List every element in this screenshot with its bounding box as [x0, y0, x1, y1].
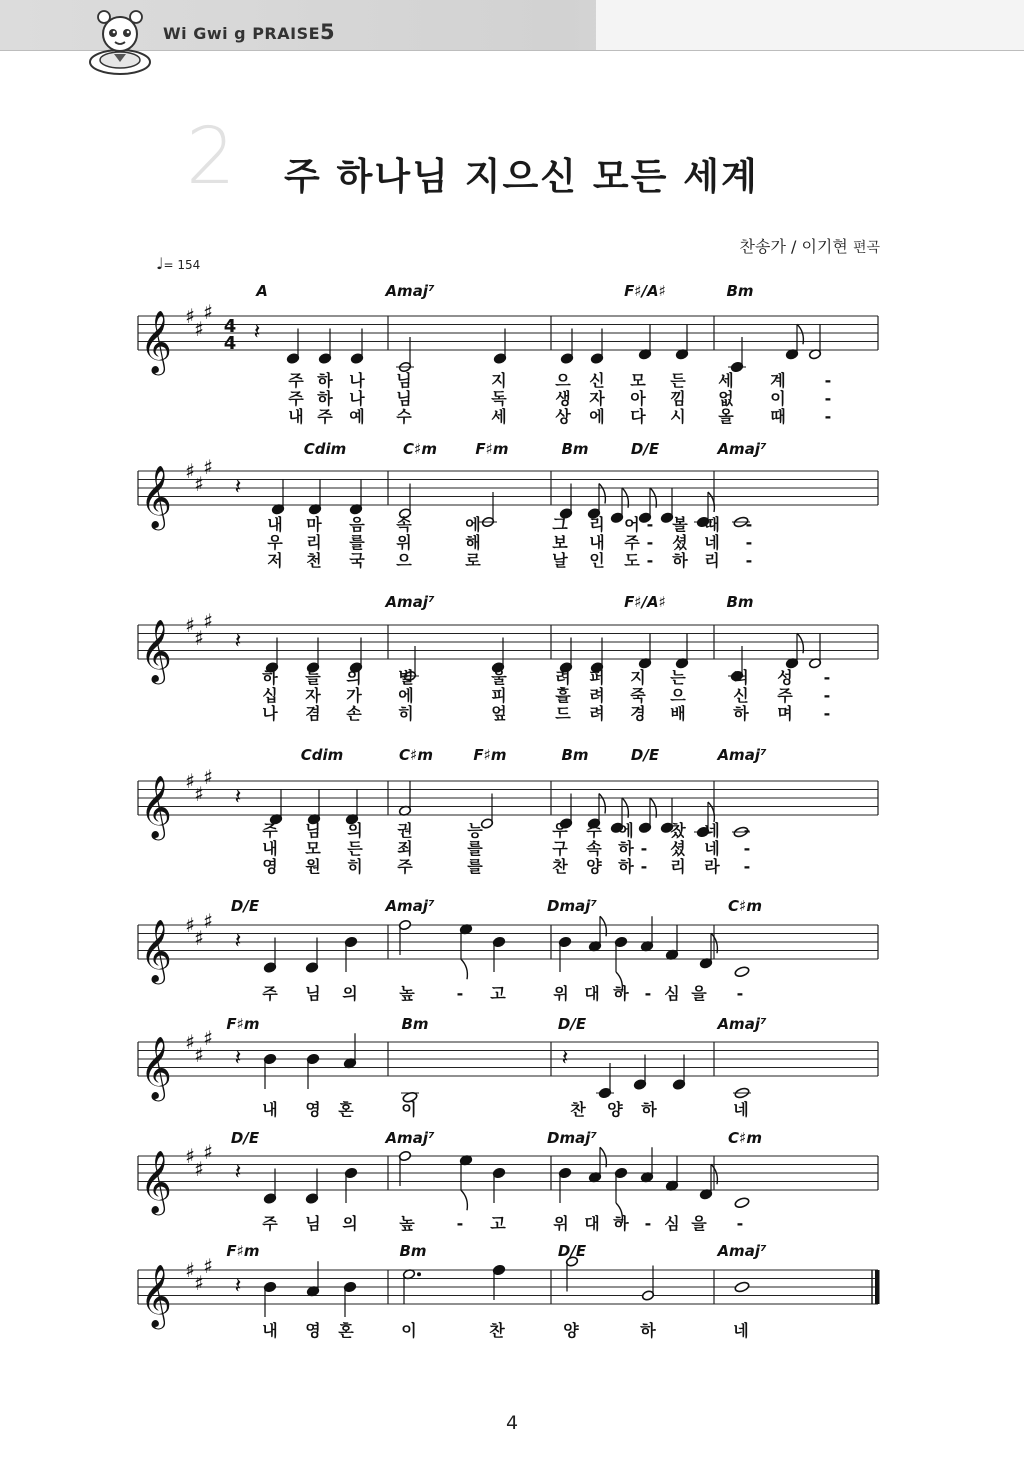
lyric-syllable: 모 — [630, 371, 646, 390]
lyric-syllable: 생 — [555, 389, 571, 408]
lyric-syllable: 그 — [552, 515, 568, 534]
lyric-syllable: 에 — [465, 515, 481, 534]
lyric-syllable: 내 — [589, 533, 605, 552]
lyric-syllable: 는 — [670, 668, 686, 687]
chord-symbol: Dmaj⁷ — [547, 897, 597, 915]
lyric-syllable: 하 — [641, 1100, 657, 1119]
lyric-syllable: 주 — [262, 1214, 278, 1233]
final-barline-thick — [875, 1270, 880, 1304]
music-system — [138, 746, 878, 876]
chord-symbol: Amaj⁷ — [385, 593, 435, 611]
lyric-syllable: - — [646, 515, 654, 534]
lyric-syllable: - — [456, 984, 464, 1003]
sharp-icon: ♯ — [194, 625, 204, 650]
lyric-syllable: 의 — [346, 668, 362, 687]
treble-clef-icon: 𝄞 — [140, 1264, 172, 1327]
lyric-syllable: 네 — [733, 1100, 749, 1119]
chord-symbol: Bm — [726, 593, 754, 611]
credit-suffix: 편곡 — [852, 240, 880, 256]
sharp-icon: ♯ — [185, 1144, 195, 1168]
chord-symbol: D/E — [630, 440, 660, 458]
lyric-syllable: 의 — [342, 1214, 358, 1233]
chord-symbol: F♯m — [473, 746, 507, 764]
chord-symbol: F♯/A♯ — [624, 593, 666, 611]
music-system — [138, 440, 878, 570]
music-system — [138, 1242, 880, 1340]
music-system — [138, 897, 878, 1003]
lyric-syllable: 음 — [349, 515, 365, 534]
brand-number: 5 — [320, 20, 336, 44]
lyric-syllable: 배 — [670, 704, 686, 723]
lyric-syllable: 고 — [490, 984, 506, 1003]
lyric-syllable: 나 — [262, 704, 278, 723]
lyric-syllable: 속 — [586, 839, 602, 858]
lyric-syllable: 대 — [584, 1214, 600, 1233]
lyric-syllable: 국 — [349, 551, 365, 570]
lyric-syllable: 십 — [262, 686, 278, 705]
lyric-syllable: 뇌 — [733, 668, 749, 687]
lyric-syllable: 주 — [624, 533, 640, 552]
lyric-syllable: 양 — [607, 1100, 623, 1119]
lyric-syllable: - — [640, 839, 648, 858]
lyric-syllable: 흘 — [555, 686, 571, 705]
chord-symbol: Amaj⁷ — [385, 897, 435, 915]
lyric-syllable: 세 — [491, 407, 507, 426]
lyric-syllable: 를 — [349, 533, 365, 552]
lyric-syllable: 우 — [552, 821, 568, 840]
lyric-syllable: 영 — [262, 857, 278, 876]
lyric-syllable: 하 — [618, 839, 634, 858]
chord-symbol: Amaj⁷ — [717, 1015, 767, 1033]
lyric-syllable: 마 — [306, 515, 322, 534]
lyric-syllable: 이 — [770, 389, 786, 408]
lyric-syllable: 양 — [586, 857, 602, 876]
sharp-icon: ♯ — [194, 471, 204, 496]
lyric-syllable: 가 — [346, 686, 362, 705]
lyric-syllable: 지 — [630, 668, 646, 687]
lyric-syllable: 든 — [347, 839, 363, 858]
note-head — [734, 966, 750, 978]
lyric-syllable: 세 — [718, 371, 734, 390]
lyric-syllable: 님 — [305, 1214, 321, 1233]
chord-symbol: Cdim — [303, 440, 347, 458]
treble-clef-icon: 𝄞 — [140, 1150, 172, 1213]
lyric-syllable: - — [644, 1214, 652, 1233]
lyric-syllable: 네 — [733, 1321, 749, 1340]
lyric-syllable: - — [736, 1214, 744, 1233]
lyric-syllable: 네 — [704, 821, 720, 840]
note-dot — [417, 1272, 421, 1276]
lyric-syllable: 찬 — [570, 1100, 586, 1119]
lyric-syllable: 죄 — [397, 839, 413, 858]
credit-main: 찬송가 / 이기현 — [739, 237, 848, 256]
lyric-syllable: 경 — [630, 704, 646, 723]
lyric-syllable: - — [745, 515, 753, 534]
lyric-syllable: - — [736, 984, 744, 1003]
sharp-icon: ♯ — [194, 1042, 204, 1067]
lyric-syllable: 영 — [305, 1321, 321, 1340]
lyric-syllable: 찼 — [670, 821, 686, 840]
lyric-syllable: 고 — [490, 1214, 506, 1233]
song-title: 주 하나님 지으신 모든 세계 — [284, 155, 759, 198]
lyric-syllable: 내 — [262, 1321, 278, 1340]
quarter-rest-icon: 𝄽 — [234, 1273, 242, 1299]
lyric-syllable: 주 — [777, 686, 793, 705]
lyric-syllable: 내 — [267, 515, 283, 534]
lyric-syllable: 성 — [777, 668, 793, 687]
lyric-syllable: - — [743, 857, 751, 876]
chord-symbol: D/E — [230, 897, 260, 915]
lyric-syllable: 능 — [467, 821, 483, 840]
lyric-syllable: 려 — [589, 686, 605, 705]
lyric-syllable: 를 — [467, 857, 483, 876]
chord-symbol: C♯m — [728, 897, 762, 915]
quarter-rest-icon: 𝄽 — [234, 928, 242, 954]
lyric-syllable: 님 — [396, 389, 412, 408]
sharp-icon: ♯ — [185, 913, 195, 937]
chord-symbol: Bm — [561, 440, 589, 458]
chord-symbol: Dmaj⁷ — [547, 1129, 597, 1147]
lyric-syllable: 독 — [491, 389, 507, 408]
lyric-syllable: 님 — [305, 821, 321, 840]
lyric-syllable: 리 — [589, 515, 605, 534]
chord-symbol: Bm — [561, 746, 589, 764]
lyric-syllable: 퍼 — [589, 668, 605, 687]
lyric-syllable: 울 — [491, 668, 507, 687]
lyric-syllable: 볼 — [672, 515, 688, 534]
lyric-syllable: 올 — [718, 407, 734, 426]
lyric-syllable: 혼 — [338, 1100, 354, 1119]
lyric-syllable: 해 — [465, 533, 481, 552]
lyric-syllable: 죽 — [630, 686, 646, 705]
lyric-syllable: 시 — [670, 407, 686, 426]
lyric-syllable: - — [743, 839, 751, 858]
time-signature-bottom: 4 — [223, 333, 237, 354]
treble-clef-icon: 𝄞 — [140, 1036, 172, 1099]
sharp-icon: ♯ — [194, 781, 204, 806]
sharp-icon: ♯ — [185, 613, 195, 637]
note-head — [734, 1281, 750, 1293]
quarter-rest-icon: 𝄽 — [234, 628, 242, 654]
sharp-icon: ♯ — [203, 908, 213, 933]
lyric-syllable: 신 — [589, 371, 605, 390]
lyric-syllable: 보 — [552, 533, 568, 552]
lyric-syllable: 드 — [555, 704, 571, 723]
lyric-syllable: 을 — [691, 984, 707, 1003]
lyric-syllable: 자 — [305, 686, 321, 705]
lyric-syllable: 늘 — [305, 668, 321, 687]
brand-text: Wi Gwi g PRAISE — [163, 24, 321, 43]
lyric-syllable: 하 — [618, 857, 634, 876]
note-flag — [461, 1190, 467, 1210]
lyric-syllable: 별 — [398, 668, 414, 687]
lyric-syllable: - — [644, 984, 652, 1003]
lyric-syllable: 높 — [399, 1214, 415, 1233]
sharp-icon: ♯ — [194, 316, 204, 341]
treble-clef-icon: 𝄞 — [140, 775, 172, 838]
lyric-syllable: - — [823, 686, 831, 705]
lyric-syllable: 리 — [704, 551, 720, 570]
lyric-syllable: 찬 — [489, 1321, 505, 1340]
sharp-icon: ♯ — [203, 1253, 213, 1278]
sharp-icon: ♯ — [185, 304, 195, 328]
lyric-syllable: 주 — [317, 407, 333, 426]
lyric-syllable: 하 — [640, 1321, 656, 1340]
chord-symbol: C♯m — [403, 440, 437, 458]
lyric-syllable: 권 — [397, 821, 413, 840]
sharp-icon: ♯ — [185, 769, 195, 793]
chord-symbol: D/E — [557, 1242, 587, 1260]
lyric-syllable: 위 — [553, 1214, 569, 1233]
lyric-syllable: - — [646, 533, 654, 552]
lyric-syllable: 으 — [670, 686, 686, 705]
lyric-syllable: - — [823, 668, 831, 687]
lyric-syllable: - — [824, 371, 832, 390]
music-system — [138, 1015, 878, 1119]
lyric-syllable: 내 — [288, 407, 304, 426]
lyric-syllable: 이 — [401, 1100, 417, 1119]
lyric-syllable: 지 — [491, 371, 507, 390]
quarter-rest-icon: 𝄽 — [253, 319, 261, 345]
sharp-icon: ♯ — [203, 1139, 213, 1164]
lyric-syllable: 아 — [630, 389, 646, 408]
music-system — [138, 593, 878, 723]
lyric-syllable: - — [823, 704, 831, 723]
lyric-syllable: 라 — [704, 857, 720, 876]
music-system — [138, 282, 878, 426]
lyric-syllable: 이 — [401, 1321, 417, 1340]
lyric-syllable: 모 — [305, 839, 321, 858]
lyric-syllable: 하 — [672, 551, 688, 570]
lyric-syllable: 나 — [349, 389, 365, 408]
note-flag — [461, 959, 467, 979]
lyric-syllable: 천 — [306, 551, 322, 570]
sharp-icon: ♯ — [194, 1270, 204, 1295]
lyric-syllable: 나 — [349, 371, 365, 390]
sharp-icon: ♯ — [194, 1156, 204, 1181]
lyric-syllable: 든 — [670, 371, 686, 390]
lyric-syllable: 심 — [664, 984, 680, 1003]
chord-symbol: Bm — [401, 1015, 429, 1033]
lyric-syllable: 혼 — [338, 1321, 354, 1340]
lyric-syllable: 때 — [770, 407, 786, 426]
lyric-syllable: 주 — [586, 821, 602, 840]
lyric-syllable: 예 — [349, 407, 365, 426]
lyric-syllable: 때 — [704, 515, 720, 534]
lyric-syllable: 에 — [398, 686, 414, 705]
lyric-syllable: 하 — [733, 704, 749, 723]
sharp-icon: ♯ — [185, 459, 195, 483]
chord-symbol: Amaj⁷ — [385, 1129, 435, 1147]
lyric-syllable: 하 — [317, 389, 333, 408]
quarter-rest-icon: 𝄽 — [234, 474, 242, 500]
page-number: 4 — [505, 1412, 519, 1434]
lyric-syllable: 없 — [718, 389, 734, 408]
treble-clef-icon: 𝄞 — [140, 919, 172, 982]
lyric-syllable: 자 — [589, 389, 605, 408]
lyric-syllable: 주 — [262, 984, 278, 1003]
tempo-value: = 154 — [163, 258, 201, 272]
chord-symbol: F♯m — [475, 440, 509, 458]
sharp-icon: ♯ — [203, 299, 213, 324]
quarter-rest-icon: 𝄽 — [234, 1045, 242, 1071]
lyric-syllable: 심 — [664, 1214, 680, 1233]
lyric-syllable: 으 — [396, 551, 412, 570]
lyric-syllable: 저 — [267, 551, 283, 570]
lyric-syllable: 히 — [347, 857, 363, 876]
lyric-syllable: 의 — [347, 821, 363, 840]
lyric-syllable: 내 — [262, 1100, 278, 1119]
sharp-icon: ♯ — [203, 1025, 213, 1050]
lyric-syllable: 위 — [396, 533, 412, 552]
chord-symbol: Amaj⁷ — [717, 1242, 767, 1260]
lyric-syllable: 위 — [553, 984, 569, 1003]
lyric-syllable: 겸 — [305, 704, 321, 723]
lyric-syllable: 대 — [584, 984, 600, 1003]
time-signature-top: 4 — [223, 316, 237, 337]
lyric-syllable: 의 — [342, 984, 358, 1003]
lyric-syllable: 상 — [555, 407, 571, 426]
lyric-syllable: 내 — [262, 839, 278, 858]
sharp-icon: ♯ — [203, 608, 213, 633]
lyric-syllable: 주 — [262, 821, 278, 840]
lyric-syllable: 날 — [552, 551, 568, 570]
chord-symbol: F♯m — [226, 1015, 260, 1033]
chord-symbol: Amaj⁷ — [385, 282, 435, 300]
lyric-syllable: - — [456, 1214, 464, 1233]
lyric-syllable: - — [640, 857, 648, 876]
lyric-syllable: 셨 — [672, 533, 688, 552]
lyric-syllable: 하 — [317, 371, 333, 390]
sharp-icon: ♯ — [185, 1030, 195, 1054]
lyric-syllable: 계 — [770, 371, 786, 390]
lyric-syllable: 낌 — [670, 389, 686, 408]
lyric-syllable: 수 — [396, 407, 412, 426]
chord-symbol: C♯m — [728, 1129, 762, 1147]
lyric-syllable: 리 — [306, 533, 322, 552]
chord-symbol: A — [256, 282, 268, 300]
sharp-icon: ♯ — [203, 764, 213, 789]
lyric-syllable: 구 — [552, 839, 568, 858]
lyric-syllable: - — [824, 389, 832, 408]
lyric-syllable: 님 — [305, 984, 321, 1003]
chord-symbol: Amaj⁷ — [717, 746, 767, 764]
lyric-syllable: - — [646, 551, 654, 570]
lyric-syllable: 우 — [267, 533, 283, 552]
lyric-syllable: 를 — [467, 839, 483, 858]
chord-symbol: Bm — [399, 1242, 427, 1260]
lyric-syllable: 려 — [555, 668, 571, 687]
treble-clef-icon: 𝄞 — [140, 619, 172, 682]
quarter-note-icon: ♩ — [156, 254, 164, 273]
lyric-syllable: 주 — [288, 371, 304, 390]
chord-symbol: Amaj⁷ — [717, 440, 767, 458]
lyric-syllable: 며 — [777, 704, 793, 723]
lyric-syllable: - — [640, 821, 648, 840]
lyric-syllable: 찬 — [552, 857, 568, 876]
lyric-syllable: 양 — [563, 1321, 579, 1340]
treble-clef-icon: 𝄞 — [140, 465, 172, 528]
lyric-syllable: 엎 — [491, 704, 507, 723]
lyric-syllable: 주 — [288, 389, 304, 408]
lyric-syllable: 영 — [305, 1100, 321, 1119]
lyric-syllable: 님 — [396, 371, 412, 390]
chord-symbol: D/E — [630, 746, 660, 764]
lyric-syllable: - — [743, 821, 751, 840]
lyric-syllable: 에 — [618, 821, 634, 840]
lyric-syllable: 하 — [613, 1214, 629, 1233]
lyric-syllable: 손 — [346, 704, 362, 723]
lyric-syllable: 하 — [613, 984, 629, 1003]
chord-symbol: D/E — [230, 1129, 260, 1147]
lyric-syllable: 속 — [396, 515, 412, 534]
lyric-syllable: 리 — [670, 857, 686, 876]
lyric-syllable: 려 — [589, 704, 605, 723]
lyric-syllable: 주 — [397, 857, 413, 876]
lyric-syllable: 네 — [704, 533, 720, 552]
quarter-rest-icon: 𝄽 — [561, 1045, 569, 1071]
lyric-syllable: 어 — [624, 515, 640, 534]
sharp-icon: ♯ — [203, 454, 213, 479]
note-flag — [599, 484, 605, 504]
lyric-syllable: 로 — [465, 551, 481, 570]
lyric-syllable: 원 — [305, 857, 321, 876]
lyric-syllable: 신 — [733, 686, 749, 705]
lyric-syllable: 다 — [630, 407, 646, 426]
chord-symbol: Cdim — [300, 746, 344, 764]
lyric-syllable: 높 — [399, 984, 415, 1003]
lyric-syllable: 으 — [555, 371, 571, 390]
chord-symbol: C♯m — [399, 746, 433, 764]
chord-symbol: F♯m — [226, 1242, 260, 1260]
lyric-syllable: 히 — [398, 704, 414, 723]
lyric-syllable: - — [745, 551, 753, 570]
music-system — [138, 1129, 878, 1233]
lyric-syllable: 셨 — [670, 839, 686, 858]
lyric-syllable: - — [824, 407, 832, 426]
note-head — [734, 1197, 750, 1209]
lyric-syllable: 하 — [262, 668, 278, 687]
chord-symbol: Bm — [726, 282, 754, 300]
lyric-syllable: 도 — [624, 551, 640, 570]
quarter-rest-icon: 𝄽 — [234, 1159, 242, 1185]
treble-clef-icon: 𝄞 — [140, 310, 172, 373]
sharp-icon: ♯ — [194, 925, 204, 950]
lyric-syllable: 에 — [589, 407, 605, 426]
song-number: 2 — [186, 112, 236, 202]
lyric-syllable: 인 — [589, 551, 605, 570]
lyric-syllable: 피 — [491, 686, 507, 705]
lyric-syllable: - — [745, 533, 753, 552]
lyric-syllable: 네 — [704, 839, 720, 858]
chord-symbol: F♯/A♯ — [624, 282, 666, 300]
note-flag — [599, 794, 605, 814]
lyric-syllable: 을 — [691, 1214, 707, 1233]
quarter-rest-icon: 𝄽 — [234, 784, 242, 810]
sharp-icon: ♯ — [185, 1258, 195, 1282]
chord-symbol: D/E — [557, 1015, 587, 1033]
